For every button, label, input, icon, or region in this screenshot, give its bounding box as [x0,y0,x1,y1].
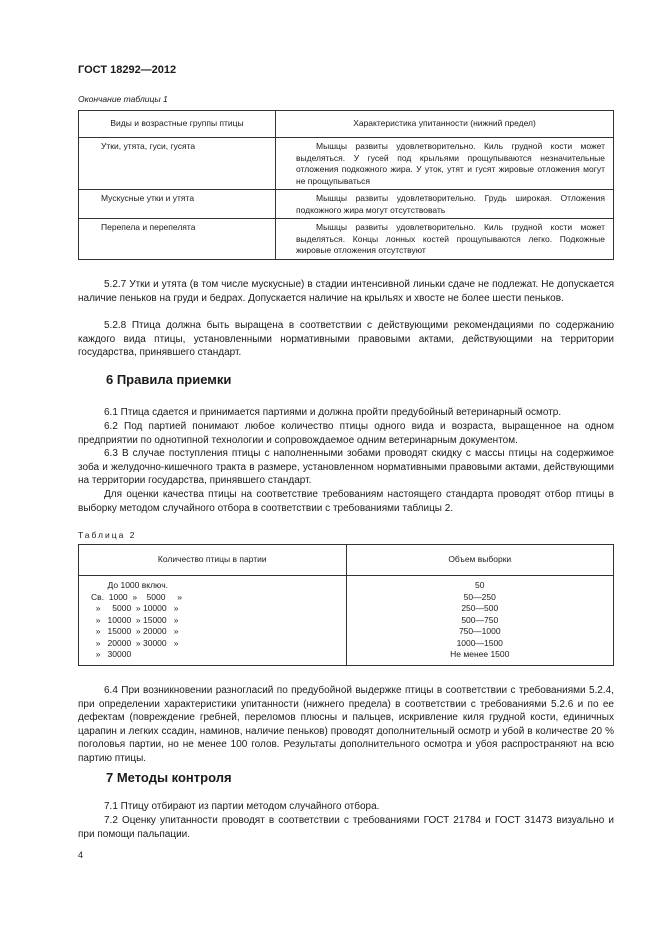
table2-col1-header: Количество птицы в партии [79,545,347,576]
list-item: 50 [475,580,485,590]
list-item: 750—1000 [458,626,501,636]
table2-qty-cell [79,576,347,666]
table2-col2-header: Объем выборки [346,545,614,576]
paragraph-5-2-7: 5.2.7 Утки и утята (в том числе мускусные) в стадии интенсивной линьки сдаче не подлежат. Не допускается наличие пеньков на груди и бедрах. Допускается наличие на крыльях и хвосте не более шести пеньков. [78,279,614,304]
table-row [79,219,614,260]
table1-desc-cell: Мышцы развиты удовлетворительно. Грудь широкая. Отложения подкожного жира могут отсутствовать [276,190,614,219]
list-item: » 20000 » 30000 » [91,637,179,648]
table1-group-cell: Мускусные утки и утята [79,190,276,219]
table2 [78,544,614,666]
table2-body-row [79,576,614,666]
table1-desc-cell: Мышцы развиты удовлетворительно. Киль грудной кости может выделяться. У гусей под крыльями прощупываются незначительные отложения подкожного жира. У уток, утят и гусят жировые отложения могут не прощупываться [276,138,614,190]
list-item: » 15000 » 20000 » [91,626,179,636]
paragraph-6-2: 6.2 Под партией понимают любое количество птицы одного вида и возраста, выращенное на одном предприятии по однотипной технологии и сопровождаемое одним ветеринарным документом. [78,421,614,446]
paragraph-6-4: 6.4 При возникновении разногласий по предубойной выдержке птицы в соответствии с требованиями 5.2.4, при определении характеристики упитанности (нижнего предела) в соответствии с требованиями 5.2.6 и по ее дефектам (повреждение гребней, переломов плюсны и пальцев, искривление киля грудной кости, единичных царапин и легких ссадин, наминов, наличие пеньков) проводят дополнительный осмотр и убой в количестве 20 % поголовья партии, но не менее 100 голов. Результаты дополнительного осмотра и убоя распространяют на всю партию птицы. [78,685,614,764]
list-item: » 5000 » 10000 » [91,603,179,613]
list-item: 250—500 [461,603,499,613]
list-item: До 1000 включ. [91,580,169,590]
list-item: » 10000 » 15000 » [91,614,179,625]
paragraph-5-2-8: 5.2.8 Птица должна быть выращена в соответствии с действующими рекомендациями по содержанию каждого вида птицы, установленными нормативными правовыми актами, действующими на территории государства, принявшего стандарт. [78,320,614,358]
section-6-heading: 6 Правила приемки [106,372,232,387]
table2-sample-cell [346,576,614,666]
list-item: 500—750 [461,614,499,625]
table1-col2-header: Характеристика упитанности (нижний предел) [276,111,614,138]
table1-header-row [79,111,614,138]
table1-group-cell: Утки, утята, гуси, гусята [79,138,276,190]
table1 [78,110,614,260]
table-row [79,190,614,219]
list-item: 1000—1500 [456,637,503,648]
table1-group-cell: Перепела и перепелята [79,219,276,260]
section-7-heading: 7 Методы контроля [106,770,232,785]
table2-caption: Таблица 2 [78,530,137,540]
paragraph-7-1: 7.1 Птицу отбирают из партии методом случайного отбора. [104,801,380,812]
page-number: 4 [78,850,84,860]
list-item: 50—250 [463,591,496,602]
table1-col1-header: Виды и возрастные группы птицы [79,111,276,138]
paragraph-6-1: 6.1 Птица сдается и принимается партиями и должна пройти предубойный ветеринарный осмотр. [104,407,562,418]
document-header: ГОСТ 18292—2012 [78,64,177,76]
table1-caption: Окончание таблицы 1 [78,94,168,104]
list-item: Не менее 1500 [450,649,510,659]
paragraph-6-3-continued: Для оценки качества птицы на соответствие требованиям настоящего стандарта проводят отбор птицы в выборку методом случайного отбора в соответствии с требованиями таблицы 2. [78,489,614,514]
table1-desc-cell: Мышцы развиты удовлетворительно. Киль грудной кости может выделяться. Концы лонных костей прощупываются легко. Подкожные жировые отложения отсутствуют [276,219,614,260]
table2-header-row [79,545,614,576]
list-item: » 30000 [91,649,132,659]
list-item: Св. 1000 » 5000 » [91,591,182,602]
paragraph-6-3: 6.3 В случае поступления птицы с наполненными зобами проводят скидку с массы птицы на содержимое зоба и желудочно-кишечного тракта в размере, установленном нормативными правовыми актами, действующими на территории государства, принявшего стандарт. [78,448,614,486]
paragraph-7-2: 7.2 Оценку упитанности проводят в соответствии с требованиями ГОСТ 21784 и ГОСТ 31473 визуально и при помощи пальпации. [78,815,614,840]
table-row [79,138,614,190]
